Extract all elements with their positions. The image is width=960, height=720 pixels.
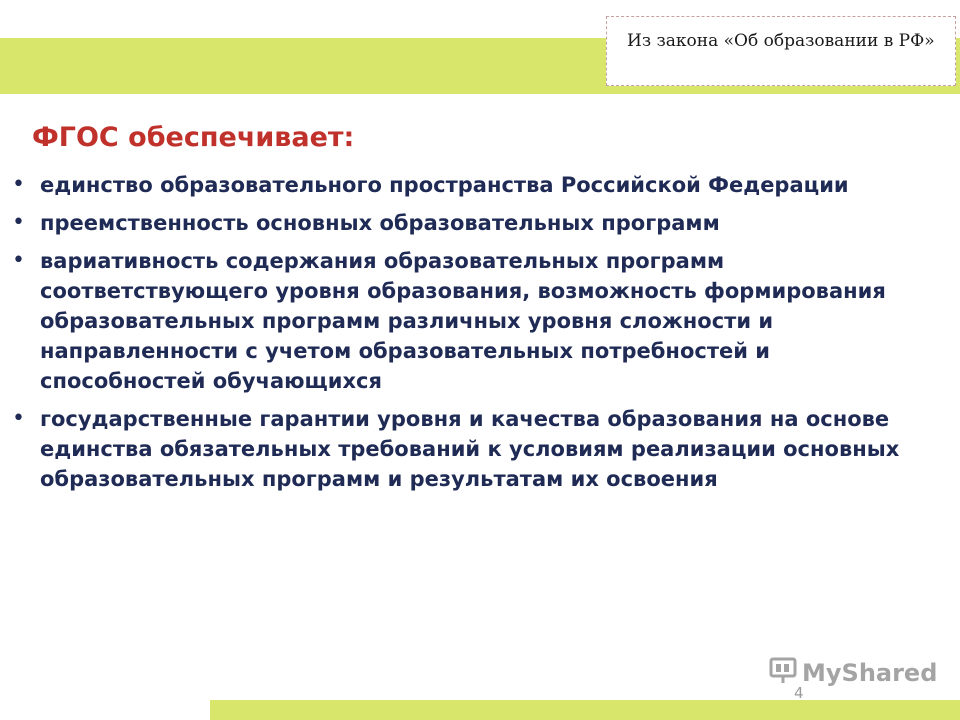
source-note-text: Из закона «Об образовании в РФ» bbox=[627, 31, 935, 51]
page-number: 4 bbox=[794, 684, 804, 702]
bullet-item bbox=[12, 208, 912, 238]
source-note bbox=[606, 16, 956, 86]
bullet-item bbox=[12, 246, 912, 396]
bullet-item bbox=[12, 170, 912, 200]
slide-title: ФГОС обеспечивает: bbox=[32, 122, 355, 153]
bottom-accent-band bbox=[210, 700, 960, 720]
watermark-text: MyShared bbox=[802, 659, 938, 687]
bullet-text: вариативность содержания образовательных программ соответствующего уровня образования, возможность формирования образовательных программ различных уровня сложности и направленности с учетом образовательных потребностей и способностей обучающихся bbox=[40, 249, 886, 393]
bullet-text: преемственность основных образовательных программ bbox=[40, 211, 720, 235]
bullet-item bbox=[12, 404, 912, 494]
bullet-text: государственные гарантии уровня и качества образования на основе единства обязательных требований к условиям реализации основных образовательных программ и результатам их освоения bbox=[40, 407, 900, 491]
bullet-text: единство образовательного пространства Российской Федерации bbox=[40, 173, 849, 197]
bullet-marker: • bbox=[12, 406, 25, 431]
bullet-list bbox=[12, 170, 912, 502]
bullet-marker: • bbox=[12, 210, 25, 235]
bullet-marker: • bbox=[12, 172, 25, 197]
bullet-marker: • bbox=[12, 248, 25, 273]
